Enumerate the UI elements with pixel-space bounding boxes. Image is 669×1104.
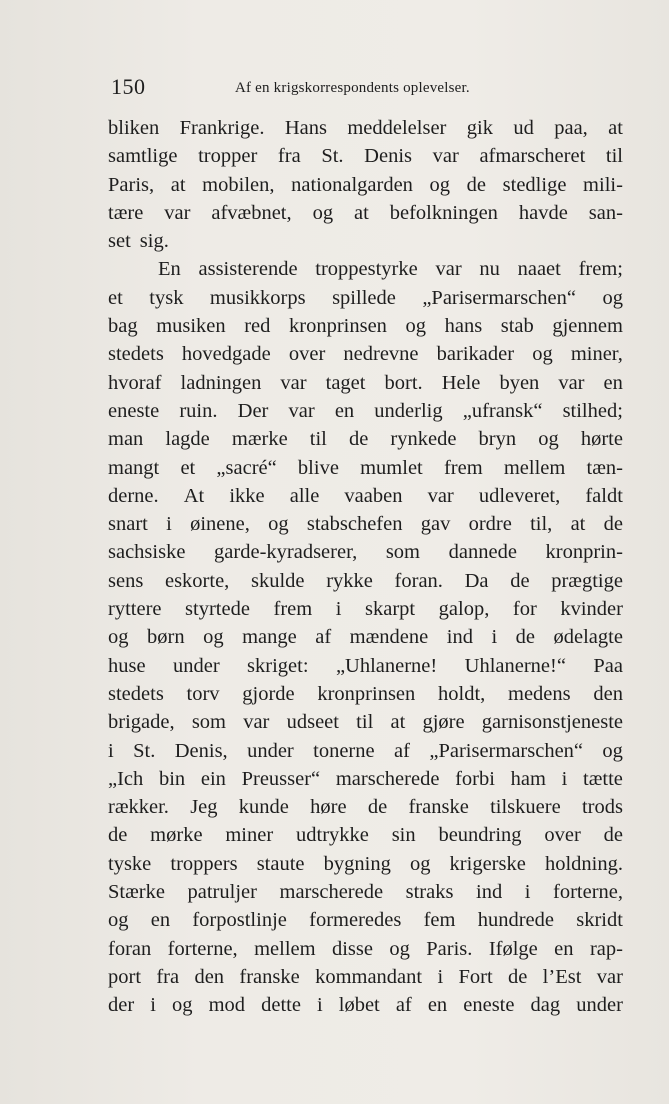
text-line: snart i øinene, og stabschefen gav ordre til, at de: [108, 513, 623, 536]
text-line: derne. At ikke alle vaaben var udleveret, faldt: [108, 484, 623, 507]
body-text: [108, 114, 623, 1020]
text-line: ryttere styrtede frem i skarpt galop, for kvinder: [108, 598, 623, 621]
text-line: og børn og mange af mændene ind i de ødelagte: [108, 626, 623, 649]
text-line: bag musiken red kronprinsen og hans stab gjennem: [108, 315, 623, 338]
text-line: En assisterende troppestyrke var nu naaet frem;: [158, 258, 623, 281]
page-number: 150: [111, 74, 146, 99]
text-line: i St. Denis, under tonerne af „Parisermarschen“ og: [108, 739, 623, 762]
text-line: brigade, som var udseet til at gjøre garnisonstjeneste: [108, 711, 623, 734]
text-line: sens eskorte, skulde rykke foran. Da de prægtige: [108, 569, 623, 592]
text-line: „Ich bin ein Preusser“ marscherede forbi ham i tætte: [108, 767, 623, 790]
text-line: samtlige tropper fra St. Denis var afmarscheret til: [108, 145, 623, 168]
running-head: Af en krigskorrespondents oplevelser.: [235, 80, 470, 96]
text-line: mangt et „sacré“ blive mumlet frem mellem tæn-: [108, 456, 623, 479]
text-line: de mørke miner udtrykke sin beundring over de: [108, 824, 623, 847]
text-line: Paris, at mobilen, nationalgarden og de stedlige mili-: [108, 173, 623, 196]
text-line: tyske troppers staute bygning og krigerske holdning.: [108, 852, 623, 875]
text-line: og en forpostlinje formeredes fem hundrede skridt: [108, 909, 623, 932]
text-line: eneste ruin. Der var en underlig „ufransk“ stilhed;: [108, 399, 623, 422]
text-line: bliken Frankrige. Hans meddelelser gik ud paa, at: [108, 117, 623, 139]
text-line: Stærke patruljer marscherede straks ind i forterne,: [108, 881, 623, 904]
text-line: rækker. Jeg kunde høre de franske tilskuere trods: [108, 796, 623, 819]
text-line: stedets hovedgade over nedrevne barikader og miner,: [108, 343, 623, 366]
page-header: [111, 74, 631, 102]
text-line: port fra den franske kommandant i Fort de l’Est var: [108, 965, 623, 988]
text-line: foran forterne, mellem disse og Paris. Ifølge en rap-: [108, 937, 623, 960]
text-line: et tysk musikkorps spillede „Parisermarschen“ og: [108, 286, 623, 309]
text-line: tære var afvæbnet, og at befolkningen havde san-: [108, 201, 623, 224]
text-line: huse under skriget: „Uhlanerne! Uhlanerne!“ Paa: [108, 654, 623, 677]
text-line: sachsiske garde-kyradserer, som dannede kronprin-: [108, 541, 623, 564]
text-line: set sig.: [108, 230, 169, 253]
text-line: hvoraf ladningen var taget bort. Hele byen var en: [108, 371, 623, 394]
text-line: stedets torv gjorde kronprinsen holdt, medens den: [108, 682, 623, 705]
text-line: man lagde mærke til de rynkede bryn og hørte: [108, 428, 623, 451]
text-line: der i og mod dette i løbet af en eneste dag under: [108, 994, 623, 1017]
